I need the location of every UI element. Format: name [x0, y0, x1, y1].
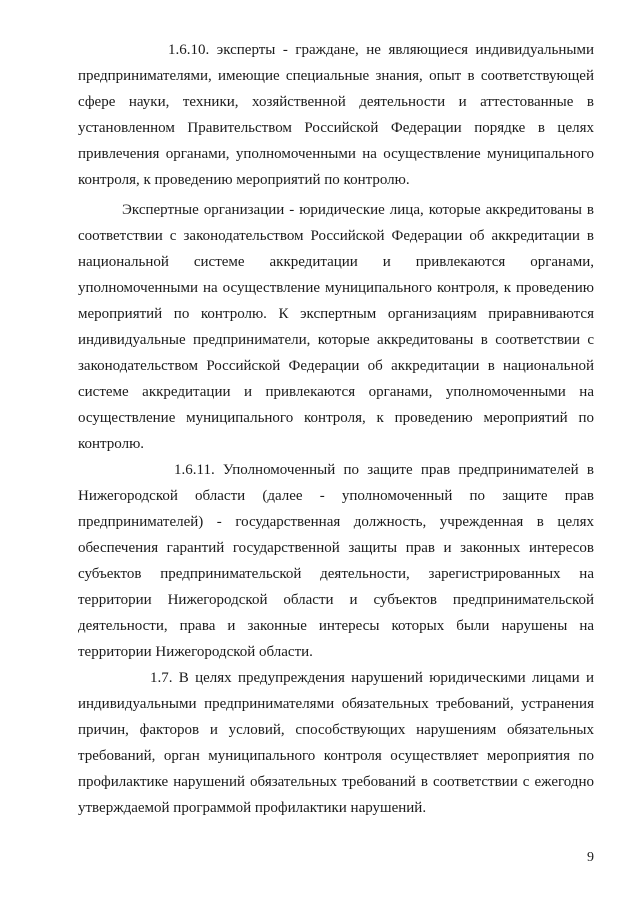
text-line: уполномоченными на осуществление муниципального контроля, к проведению	[78, 280, 594, 296]
text-line: предпринимателями, имеющие специальные знания, опыт в соответствующей	[78, 68, 594, 84]
text-line: территории Нижегородской области и субъектов предпринимательской	[78, 592, 594, 608]
text-line: соответствии с законодательством Российской Федерации об аккредитации в	[78, 228, 594, 244]
paragraph-expert-organizations	[78, 197, 594, 457]
text-line: утверждаемой программой профилактики нарушений.	[78, 800, 427, 816]
text-line: установленном Правительством Российской Федерации порядке в целях	[78, 120, 594, 136]
text-line: территории Нижегородской области.	[78, 644, 313, 660]
text-line: контролю.	[78, 436, 145, 452]
text-line: 1.6.10. эксперты - граждане, не являющиеся индивидуальными	[168, 42, 594, 58]
text-line: контроля, к проведению мероприятий по контролю.	[78, 172, 410, 188]
text-line: предпринимателей) - государственная должность, учрежденная в целях	[78, 514, 594, 530]
paragraph-1-6-10	[78, 37, 594, 193]
text-line: 1.7. В целях предупреждения нарушений юридическими лицами и	[150, 670, 594, 686]
text-line: Нижегородской области (далее - уполномоченный по защите прав	[78, 488, 594, 504]
paragraph-1-7	[78, 665, 594, 821]
text-line: субъектов предпринимательской деятельности, зарегистрированных на	[78, 566, 594, 582]
text-line: сфере науки, техники, хозяйственной деятельности и аттестованные в	[78, 94, 594, 110]
text-line: 1.6.11. Уполномоченный по защите прав предпринимателей в	[174, 462, 594, 478]
text-line: мероприятий по контролю. К экспертным организациям приравниваются	[78, 306, 594, 322]
text-line: системе аккредитации и привлекаются органами, уполномоченными на	[78, 384, 594, 400]
text-line: индивидуальными предпринимателями обязательных требований, устранения	[78, 696, 594, 712]
text-line: законодательством Российской Федерации об аккредитации в национальной	[78, 358, 594, 374]
text-line: причин, факторов и условий, способствующих нарушениям обязательных	[78, 722, 594, 738]
text-line: осуществление муниципального контроля, к проведению мероприятий по	[78, 410, 594, 426]
text-line: привлечения органами, уполномоченными на осуществление муниципального	[78, 146, 594, 162]
paragraph-1-6-11	[78, 457, 594, 665]
text-line: национальной системе аккредитации и привлекаются органами,	[78, 254, 594, 270]
text-line: индивидуальные предприниматели, которые аккредитованы в соответствии с	[78, 332, 594, 348]
text-line: требований, орган муниципального контроля осуществляет мероприятия по	[78, 748, 594, 764]
text-line: обеспечения гарантий государственной защиты прав и законных интересов	[78, 540, 594, 556]
text-line: деятельности, права и законные интересы которых были нарушены на	[78, 618, 594, 634]
text-line: Экспертные организации - юридические лица, которые аккредитованы в	[122, 202, 594, 218]
text-line: профилактике нарушений обязательных требований в соответствии с ежегодно	[78, 774, 594, 790]
page-number: 9	[587, 850, 594, 865]
